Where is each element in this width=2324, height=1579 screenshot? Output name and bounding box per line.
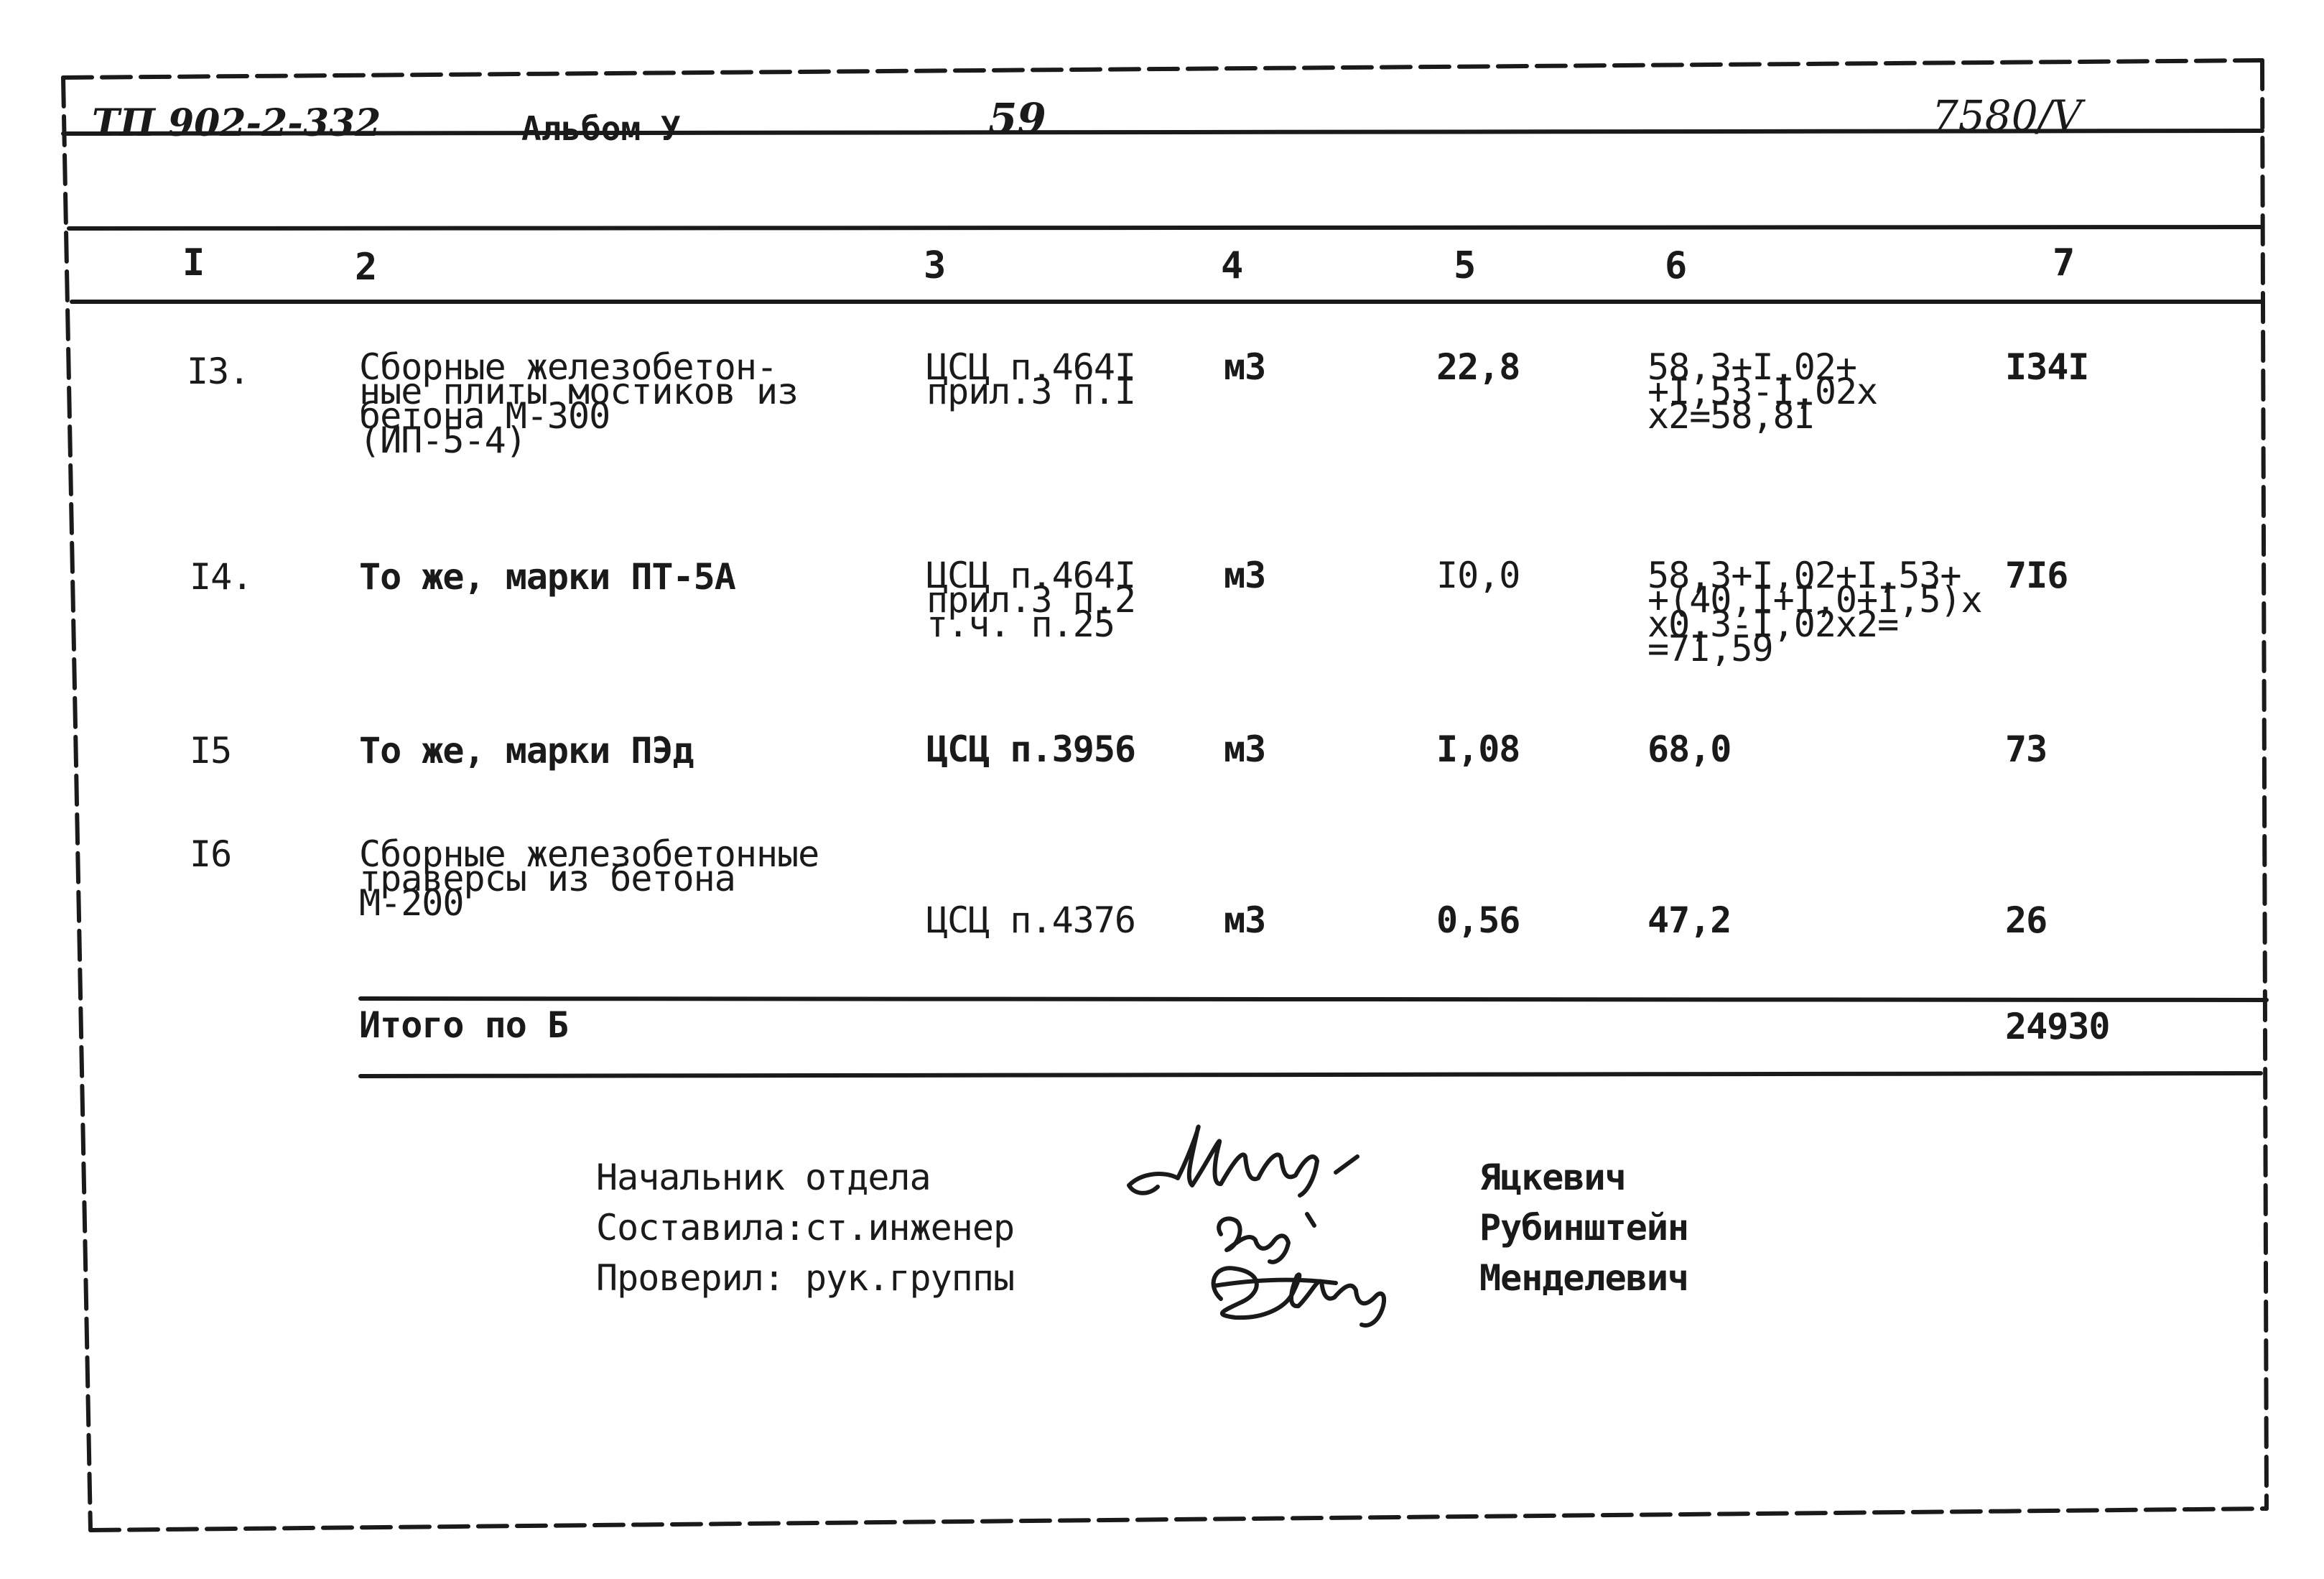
project-code: ТП 902-2-332	[92, 101, 381, 145]
signature-name-1: Яцкевич	[1479, 1157, 1626, 1198]
column-header-1: I	[182, 241, 205, 284]
signature-role-3: Проверил: рук.группы	[596, 1257, 1015, 1299]
row-14-quantity: I0,0	[1436, 555, 1520, 596]
page-number: 59	[988, 94, 1046, 143]
row-16-quantity: 0,56	[1436, 899, 1520, 941]
row-16-name: Сборные железобетонные траверсы из бетона М-200	[359, 833, 819, 924]
column-header-7: 7	[2053, 241, 2076, 284]
row-15-total: 73	[2005, 728, 2048, 770]
column-header-4: 4	[1221, 244, 1244, 287]
signature-role-2: Составила:ст.инженер	[596, 1207, 1015, 1249]
row-14-name: То же, марки ПТ-5А	[359, 556, 735, 598]
row-15-number: I5	[190, 730, 232, 772]
signature-name-2: Рубинштейн	[1479, 1207, 1689, 1249]
row-16-reference: ЦСЦ п.4376	[926, 899, 1136, 941]
row-13-unit-price: 58,3+I,02+ +I,53-I,02x x2=58,8I	[1647, 346, 1878, 437]
row-13-quantity: 22,8	[1436, 346, 1520, 388]
archive-number: 7580/V	[1932, 91, 2083, 140]
row-16-total: 26	[2005, 899, 2048, 941]
row-13-number: I3.	[187, 351, 250, 392]
row-13-total: I34I	[2005, 346, 2089, 388]
row-13-name: Сборные железобетон- ные плиты мостиков из бетона М-300 (ИП-5-4)	[359, 346, 799, 461]
row-14-unit: м3	[1224, 555, 1266, 596]
row-14-number: I4.	[190, 556, 253, 598]
row-16-unit-price: 47,2	[1647, 899, 1732, 941]
album-label: Альбом У	[521, 109, 681, 148]
signature-role-1: Начальник отдела	[596, 1157, 931, 1198]
column-header-2: 2	[355, 246, 378, 289]
row-16-unit: м3	[1224, 899, 1266, 941]
signature-mark-2	[1219, 1214, 1314, 1262]
row-15-reference: ЦСЦ п.3956	[926, 728, 1136, 770]
row-15-unit-price: 68,0	[1647, 728, 1732, 770]
row-15-name: То же, марки ПЭд	[359, 730, 694, 772]
row-15-unit: м3	[1224, 728, 1266, 770]
column-header-3: 3	[924, 244, 947, 287]
row-16-number: I6	[190, 833, 232, 875]
subtotal-label: Итого по Б	[359, 1004, 569, 1046]
row-14-reference: ЦСЦ п.464I прил.3 п.2 т.ч. п.25	[926, 555, 1136, 645]
signature-name-3: Менделевич	[1479, 1257, 1689, 1299]
subtotal-value: 24930	[2005, 1006, 2110, 1047]
column-header-6: 6	[1665, 244, 1688, 287]
row-15-quantity: I,08	[1436, 728, 1520, 770]
column-header-5: 5	[1454, 244, 1477, 287]
row-14-unit-price: 58,3+I,02+I,53+ +(40,I+I,0+I,5)x x0,3-I,02x2= =7I,59	[1647, 555, 1982, 670]
row-13-reference: ЦСЦ п.464I прил.3 п.I	[926, 346, 1136, 412]
row-13-unit: м3	[1224, 346, 1266, 388]
signature-mark-3	[1214, 1268, 1384, 1325]
row-14-total: 7I6	[2005, 555, 2068, 596]
signature-mark-1	[1129, 1126, 1357, 1195]
